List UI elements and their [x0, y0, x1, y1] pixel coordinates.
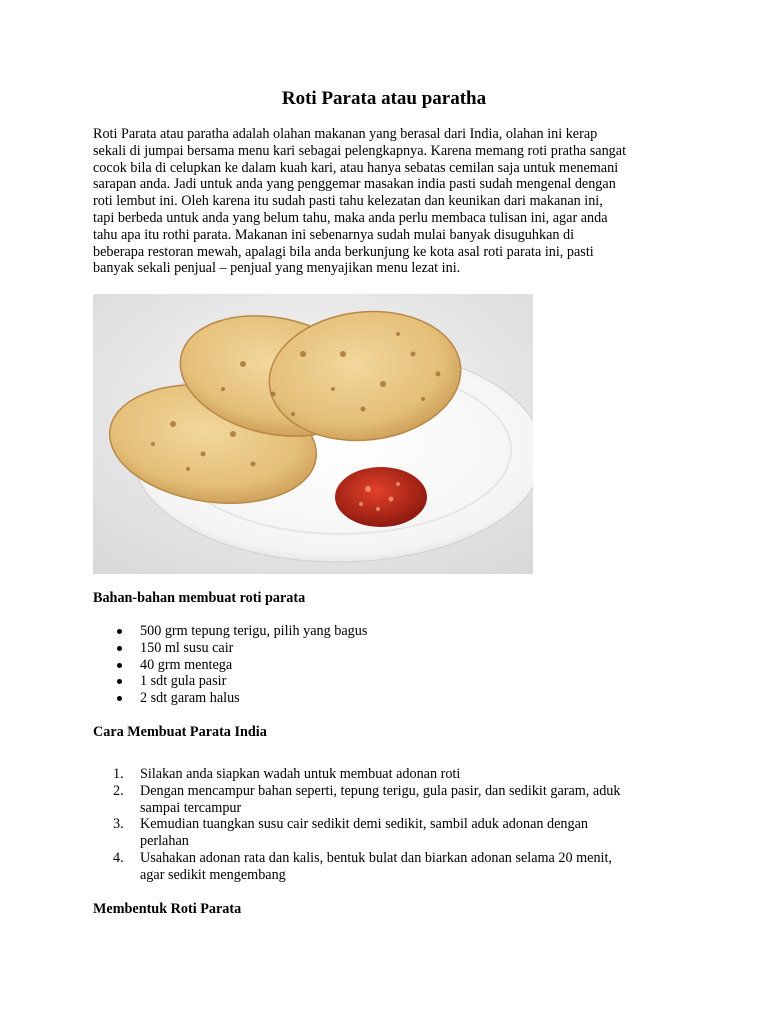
intro-line: banyak sekali penjual – penjual yang menyajikan menu lezat ini. [93, 260, 461, 277]
step-text: sampai tercampur [140, 799, 242, 816]
intro-line: cocok bila di celupkan ke dalam kuah kari, atau hanya sebatas cemilan saja untuk menemani [93, 159, 619, 176]
list-item: 1 sdt gula pasir [93, 673, 367, 690]
list-item [93, 783, 620, 817]
shaping-heading: Membentuk Roti Parata [93, 901, 242, 917]
intro-line: beberapa restoran mewah, apalagi bila anda berkunjung ke kota asal roti parata ini, pasti [93, 243, 594, 260]
list-item [93, 766, 620, 783]
step-number: 2. [113, 782, 124, 799]
list-item: 150 ml susu cair [93, 640, 367, 657]
list-item [93, 850, 620, 884]
roti-parata-photo [93, 294, 533, 574]
step-number: 4. [113, 849, 124, 866]
step-text: perlahan [140, 833, 189, 850]
step-number: 3. [113, 816, 124, 833]
list-item [93, 816, 620, 850]
method-steps-list [93, 766, 620, 884]
ingredients-heading: Bahan-bahan membuat roti parata [93, 590, 306, 606]
list-item: 40 grm mentega [93, 657, 367, 674]
step-text: agar sedikit mengembang [140, 866, 286, 883]
intro-line: tapi berbeda untuk anda yang belum tahu, maka anda perlu membaca tulisan ini, agar anda [93, 209, 608, 226]
page-title: Roti Parata atau paratha [281, 88, 487, 109]
intro-line: tahu apa itu rothi parata. Makanan ini sebenarnya sudah mulai banyak disuguhkan di [93, 226, 575, 243]
step-text: Dengan mencampur bahan seperti, tepung terigu, gula pasir, dan sedikit garam, aduk [140, 782, 621, 799]
method-heading: Cara Membuat Parata India [93, 724, 267, 740]
intro-line: Roti Parata atau paratha adalah olahan makanan yang berasal dari India, olahan ini kerap [93, 126, 598, 142]
list-item: 500 grm tepung terigu, pilih yang bagus [93, 623, 367, 640]
intro-line: sarapan anda. Jadi untuk anda yang penggemar masakan india pasti sudah mengenal dengan [93, 176, 616, 193]
step-text: Silakan anda siapkan wadah untuk membuat adonan roti [140, 766, 461, 782]
list-item: 2 sdt garam halus [93, 690, 367, 707]
step-text: Kemudian tuangkan susu cair sedikit demi sedikit, sambil aduk adonan dengan [140, 816, 588, 833]
step-number: 1. [113, 766, 124, 782]
intro-line: roti lembut ini. Oleh karena itu sudah pasti tahu kelezatan dan keunikan dari makanan ini, [93, 193, 603, 210]
intro-paragraph [93, 126, 683, 277]
ingredients-list [93, 623, 367, 707]
step-text: Usahakan adonan rata dan kalis, bentuk bulat dan biarkan adonan selama 20 menit, [140, 849, 612, 866]
intro-line: sekali di jumpai bersama menu kari sebagai pelengkapnya. Karena memang roti pratha sangat [93, 142, 627, 159]
